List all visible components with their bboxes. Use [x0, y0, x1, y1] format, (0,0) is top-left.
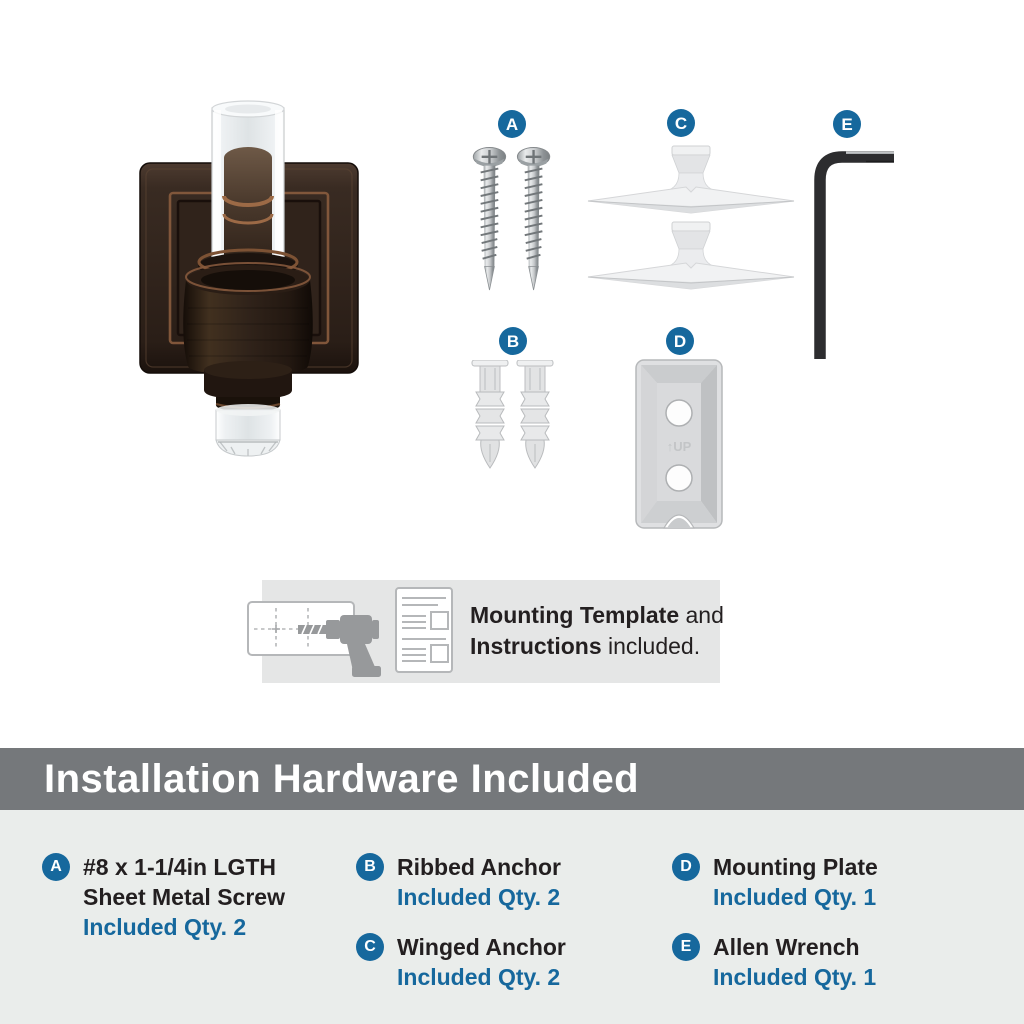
label-c-badge [667, 109, 695, 137]
legend-d-qty: Included Qty. 1 [713, 884, 877, 910]
mounting-plate-icon [634, 358, 724, 530]
legend-item-screw [42, 852, 285, 942]
legend-a-line1: #8 x 1-1/4in LGTH [83, 854, 277, 880]
legend-b-qty: Included Qty. 2 [397, 884, 561, 910]
section-banner [0, 748, 1024, 810]
legend-item-winged-anchor [356, 932, 566, 992]
mounting-template-drill-icon [246, 592, 384, 678]
legend-c-qty: Included Qty. 2 [397, 964, 561, 990]
winged-anchors-icon [586, 144, 796, 292]
svg-text:↑UP: ↑UP [666, 439, 692, 454]
legend-item-ribbed-anchor [356, 852, 561, 912]
label-c-letter: C [674, 113, 688, 133]
label-b-letter: B [506, 331, 520, 351]
legend-a-line2: Sheet Metal Screw [83, 884, 285, 910]
legend-d-badge: D [672, 853, 700, 881]
label-a-letter: A [505, 114, 519, 134]
legend-b-badge: B [356, 853, 384, 881]
legend-c-badge: C [356, 933, 384, 961]
label-d-letter: D [673, 331, 687, 351]
label-e-letter: E [841, 114, 853, 134]
ribbed-anchors-icon [470, 360, 554, 472]
legend-a-qty: Included Qty. 2 [83, 914, 247, 940]
legend-e-text [713, 932, 876, 992]
label-b-badge [499, 327, 527, 355]
template-note-text [470, 600, 724, 662]
legend-e-line1: Allen Wrench [713, 934, 860, 960]
legend-a-text [83, 852, 285, 942]
template-note-line1: Mounting Template and [470, 602, 724, 628]
allen-wrench-icon [806, 140, 901, 365]
legend-c-text [397, 932, 566, 992]
banner-title: Installation Hardware Included [44, 756, 640, 801]
legend-a-badge: A [42, 853, 70, 881]
label-e-badge [833, 110, 861, 138]
sheet-metal-screws-icon [470, 147, 555, 292]
legend-e-qty: Included Qty. 1 [713, 964, 877, 990]
legend-d-text [713, 852, 878, 912]
legend [0, 810, 1024, 1024]
legend-b-line1: Ribbed Anchor [397, 854, 561, 880]
legend-e-badge: E [672, 933, 700, 961]
legend-b-text [397, 852, 561, 912]
product-photo-wall-knob [130, 98, 370, 468]
template-note-line2: Instructions included. [470, 633, 701, 659]
label-a-badge [498, 110, 526, 138]
legend-d-line1: Mounting Plate [713, 854, 878, 880]
label-d-badge [666, 327, 694, 355]
legend-item-mounting-plate [672, 852, 878, 912]
instructions-document-icon [394, 586, 454, 674]
legend-c-line1: Winged Anchor [397, 934, 566, 960]
legend-item-allen-wrench [672, 932, 876, 992]
